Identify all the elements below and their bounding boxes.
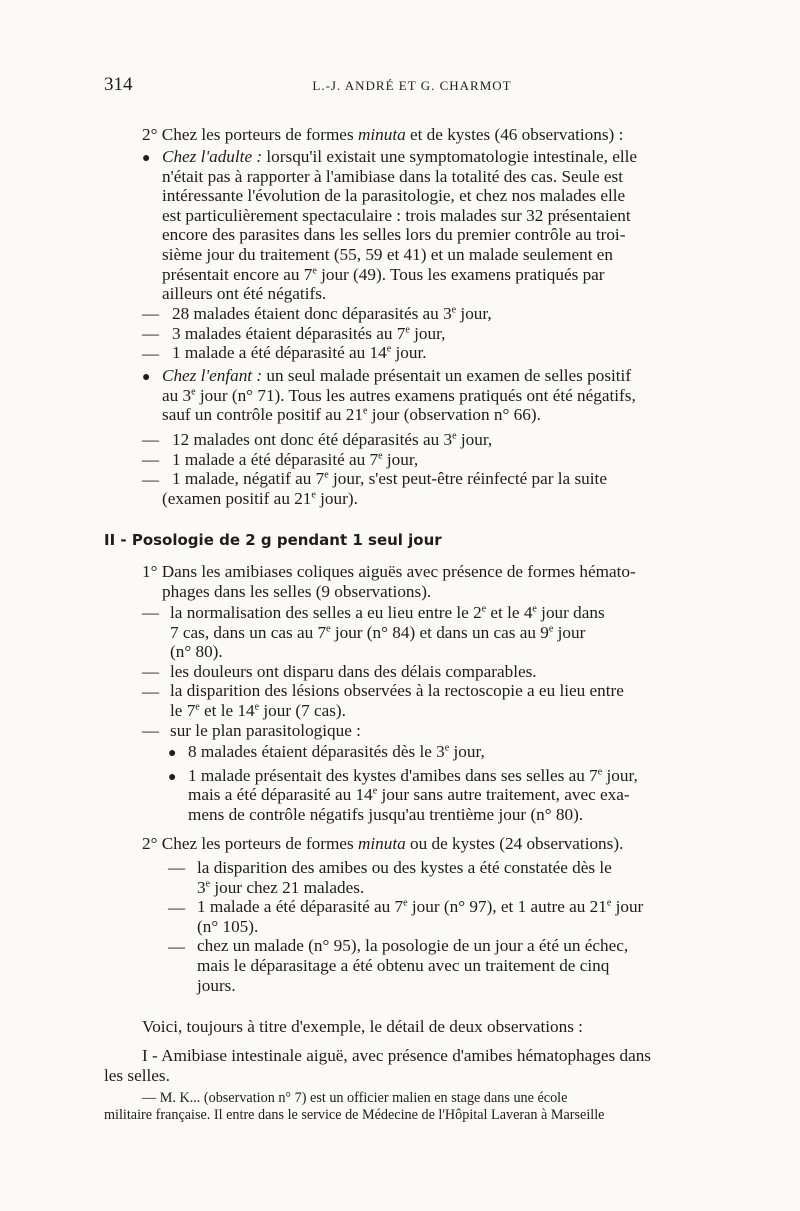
text-line: phages dans les selles (9 observations). xyxy=(162,581,432,601)
page-number: 314 xyxy=(104,74,133,95)
list-item: le 7e et le 14e jour (7 cas). xyxy=(170,700,346,720)
bullet-icon: ● xyxy=(168,746,177,761)
text-line: Voici, toujours à titre d'exemple, le détail de deux observations : xyxy=(142,1017,583,1036)
text-line: encore des parasites dans les selles lors du premier contrôle au troi- xyxy=(162,225,626,245)
text-line: 1° Dans les amibiases coliques aiguës avec présence de formes hémato- xyxy=(142,562,636,581)
list-item: la normalisation des selles a eu lieu entre le 2e et le 4e jour dans xyxy=(170,603,605,622)
list-item: (n° 105). xyxy=(197,916,259,936)
dash-icon: — xyxy=(142,344,159,363)
text-line: lorsqu'il existait une symptomatologie intestinale, elle xyxy=(266,147,638,166)
running-title: L.-J. ANDRÉ ET G. CHARMOT xyxy=(312,78,512,93)
dash-icon: — xyxy=(168,937,185,956)
paragraph-minuta-kystes xyxy=(142,834,720,854)
dash-icon: — xyxy=(142,324,159,343)
list-item: 1 malade a été déparasité au 7e jour, xyxy=(172,449,419,469)
paragraph-amibiases xyxy=(142,562,720,601)
text-line: 2° Chez les porteurs de formes minuta ou de kystes (24 observations). xyxy=(142,834,624,853)
list-item: mais le déparasitage a été obtenu avec un traitement de cinq xyxy=(197,955,610,975)
list-item: 1 malade, négatif au 7e jour, s'est peut-être réinfecté par la suite xyxy=(172,469,607,489)
dash-icon: — xyxy=(142,470,159,489)
paragraph-observation-heading xyxy=(104,1046,720,1085)
list-item: jours. xyxy=(197,975,236,995)
bullet-icon: ● xyxy=(168,770,177,785)
list-item: mens de contrôle négatifs jusqu'au trentième jour (n° 80). xyxy=(188,804,584,824)
dash-list-amibiases xyxy=(170,603,720,740)
text-line: les selles. xyxy=(104,1065,170,1085)
list-item: la disparition des lésions observées à la rectoscopie a eu lieu entre xyxy=(170,681,624,701)
dash-icon: — xyxy=(168,898,185,917)
list-item: (n° 80). xyxy=(170,642,223,662)
list-item: 28 malades étaient donc déparasités au 3e jour, xyxy=(172,304,492,323)
paragraph-adulte xyxy=(162,147,720,304)
bullet-list-parasitologique xyxy=(188,742,720,824)
bullet-icon: ● xyxy=(142,370,151,385)
list-item: 1 malade présentait des kystes d'amibes dans ses selles au 7e jour, xyxy=(188,765,638,785)
bullet-icon: ● xyxy=(142,151,151,166)
dash-icon: — xyxy=(168,858,185,877)
text-line: ailleurs ont été négatifs. xyxy=(162,284,327,304)
list-item: 3 malades étaient déparasités au 7e jour, xyxy=(172,323,446,343)
paragraph-minuta-heading xyxy=(142,125,720,145)
text-line: présentait encore au 7e jour (49). Tous les examens pratiqués par xyxy=(162,264,605,284)
dash-list-adulte xyxy=(172,304,720,363)
dash-icon: — xyxy=(142,304,159,323)
dash-icon: — xyxy=(142,430,159,449)
dash-list-enfant xyxy=(172,430,720,489)
text-line: militaire française. Il entre dans le service de Médecine de l'Hôpital Laveran à Marseille xyxy=(104,1107,605,1123)
paragraph-enfant xyxy=(162,366,720,425)
paragraph-voici xyxy=(142,1017,720,1037)
list-item: la disparition des amibes ou des kystes a été constatée dès le xyxy=(197,858,612,877)
dash-icon: — xyxy=(142,450,159,469)
adulte-title: Chez l'adulte : xyxy=(162,147,263,166)
text-line: est particulièrement spectaculaire : trois malades sur 32 présentaient xyxy=(162,205,631,225)
dash-icon: — xyxy=(142,603,159,622)
text-line: un seul malade présentait un examen de selles positif xyxy=(266,366,632,385)
text-line: au 3e jour (n° 71). Tous les autres examens pratiqués ont été négatifs, xyxy=(162,385,636,405)
dash-icon: — xyxy=(142,721,159,740)
text-line: 2° Chez les porteurs de formes minuta et de kystes (46 observations) : xyxy=(142,125,624,144)
list-item: 7 cas, dans un cas au 7e jour (n° 84) et dans un cas au 9e jour xyxy=(170,622,586,642)
text-line: sième jour du traitement (55, 59 et 41) et un malade seulement en xyxy=(162,244,614,264)
list-item: mais a été déparasité au 14e jour sans autre traitement, avec exa- xyxy=(188,785,630,805)
dash-list-enfant-cont xyxy=(162,489,720,509)
section-heading: II - Posologie de 2 g pendant 1 seul jour xyxy=(104,531,442,549)
text-line: intéressante l'évolution de la parasitologie, et chez nos malades elle xyxy=(162,186,626,206)
list-item: les douleurs ont disparu dans des délais comparables. xyxy=(170,661,537,681)
text-line: n'était pas à rapporter à l'amibiase dans la totalité des cas. Seule est xyxy=(162,166,624,186)
list-item: 1 malade a été déparasité au 7e jour (n° 97), et 1 autre au 21e jour xyxy=(197,897,644,917)
list-item: (examen positif au 21e jour). xyxy=(162,489,358,508)
text-line: sauf un contrôle positif au 21e jour (observation n° 66). xyxy=(162,405,541,425)
page-header xyxy=(104,74,720,104)
list-item: chez un malade (n° 95), la posologie de un jour a été un échec, xyxy=(197,936,629,956)
list-item: 12 malades ont donc été déparasités au 3e jour, xyxy=(172,430,493,449)
text-line: I - Amibiase intestinale aiguë, avec présence d'amibes hématophages dans xyxy=(142,1046,651,1065)
paragraph-observation-small xyxy=(104,1090,720,1124)
dash-icon: — xyxy=(142,662,159,681)
list-item: 8 malades étaient déparasités dès le 3e jour, xyxy=(188,742,485,761)
text-line: — M. K... (observation n° 7) est un officier malien en stage dans une école xyxy=(142,1090,568,1106)
list-item: 3e jour chez 21 malades. xyxy=(197,877,365,897)
enfant-title: Chez l'enfant : xyxy=(162,366,263,385)
dash-icon: — xyxy=(142,682,159,701)
list-item: sur le plan parasitologique : xyxy=(170,720,361,740)
dash-list-minuta xyxy=(197,858,720,995)
list-item: 1 malade a été déparasité au 14e jour. xyxy=(172,343,427,363)
